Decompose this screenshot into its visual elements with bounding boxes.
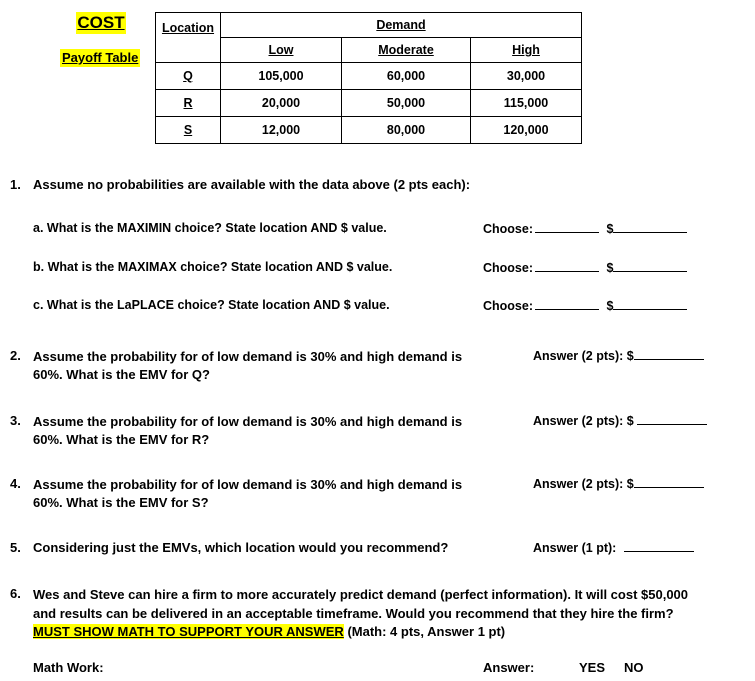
table-cell: 60,000 xyxy=(342,63,471,90)
q5-text: Considering just the EMVs, which location would you recommend? xyxy=(33,540,449,555)
q4-line1: Assume the probability for of low demand is 30% and high demand is xyxy=(33,477,463,492)
choose-blank[interactable] xyxy=(535,221,599,233)
answer-blank[interactable] xyxy=(637,413,707,425)
q6-line3 xyxy=(33,623,748,642)
q1b-answer xyxy=(483,260,687,275)
no-option[interactable]: NO xyxy=(624,660,644,675)
q5-answer xyxy=(533,540,694,555)
table-cell: 30,000 xyxy=(471,63,582,90)
q2-text xyxy=(33,348,473,384)
choose-blank[interactable] xyxy=(535,260,599,272)
q6-points: (Math: 4 pts, Answer 1 pt) xyxy=(347,624,506,639)
q3-line1: Assume the probability for of low demand is 30% and high demand is xyxy=(33,414,463,429)
q6-line1: Wes and Steve can hire a firm to more accurately predict demand (perfect information). It will cost $50,000 xyxy=(33,587,689,602)
row-location: Q xyxy=(156,63,221,90)
table-cell: 120,000 xyxy=(471,117,582,144)
q1-number: 1. xyxy=(10,177,21,192)
q4-number: 4. xyxy=(10,476,21,491)
table-cell: 20,000 xyxy=(221,90,342,117)
value-blank[interactable] xyxy=(613,298,687,310)
q4-text xyxy=(33,476,473,512)
q2-number: 2. xyxy=(10,348,21,363)
q4-line2: 60%. What is the EMV for S? xyxy=(33,495,209,510)
column-header-low: Low xyxy=(221,38,342,63)
choose-label: Choose: xyxy=(483,222,533,236)
answer-label: Answer: xyxy=(483,660,535,675)
table-cell: 80,000 xyxy=(342,117,471,144)
q6-highlight: MUST SHOW MATH TO SUPPORT YOUR ANSWER xyxy=(33,624,344,639)
table-cell: 105,000 xyxy=(221,63,342,90)
math-work-label: Math Work: xyxy=(33,660,104,675)
table-cell: 115,000 xyxy=(471,90,582,117)
q1b-text: b. What is the MAXIMAX choice? State location AND $ value. xyxy=(33,260,393,274)
q2-line1: Assume the probability for of low demand is 30% and high demand is xyxy=(33,349,463,364)
table-row xyxy=(156,117,582,144)
title: COST xyxy=(77,13,125,32)
value-blank[interactable] xyxy=(613,260,687,272)
answer-blank[interactable] xyxy=(634,476,704,488)
answer-label: Answer (2 pts): $ xyxy=(533,414,634,428)
q3-answer xyxy=(533,413,707,428)
answer-label: Answer (1 pt): xyxy=(533,541,617,555)
location-header: Location xyxy=(156,13,221,63)
q3-text xyxy=(33,413,473,449)
payoff-table xyxy=(155,12,582,144)
choose-label: Choose: xyxy=(483,299,533,313)
subtitle: Payoff Table xyxy=(62,50,139,65)
column-header-high: High xyxy=(471,38,582,63)
dollar-label: $ xyxy=(606,222,614,236)
q1c-text: c. What is the LaPLACE choice? State location AND $ value. xyxy=(33,298,390,312)
q1-text: Assume no probabilities are available with the data above (2 pts each): xyxy=(33,177,471,192)
dollar-label: $ xyxy=(606,261,614,275)
q3-line2: 60%. What is the EMV for R? xyxy=(33,432,210,447)
answer-label: Answer (2 pts): $ xyxy=(533,477,634,491)
column-header-moderate: Moderate xyxy=(342,38,471,63)
q1a-text: a. What is the MAXIMIN choice? State location AND $ value. xyxy=(33,221,387,235)
q4-answer xyxy=(533,476,704,491)
q6-line2: and results can be delivered in an acceptable timeframe. Would you recommend that they hire the firm? xyxy=(33,605,674,621)
row-location: S xyxy=(156,117,221,144)
yes-option[interactable]: YES xyxy=(579,660,606,675)
table-row xyxy=(156,63,582,90)
q5-number: 5. xyxy=(10,540,21,555)
choose-label: Choose: xyxy=(483,261,533,275)
q2-line2: 60%. What is the EMV for Q? xyxy=(33,367,210,382)
dollar-label: $ xyxy=(606,299,614,313)
q6-text xyxy=(33,586,748,642)
demand-header: Demand xyxy=(221,13,582,38)
q1c-answer xyxy=(483,298,687,313)
choose-blank[interactable] xyxy=(535,298,599,310)
answer-blank[interactable] xyxy=(624,540,694,552)
q3-number: 3. xyxy=(10,413,21,428)
q1a-answer xyxy=(483,221,687,236)
q6-number: 6. xyxy=(10,586,21,601)
answer-blank[interactable] xyxy=(634,348,704,360)
table-cell: 50,000 xyxy=(342,90,471,117)
table-row xyxy=(156,90,582,117)
row-location: R xyxy=(156,90,221,117)
answer-label: Answer (2 pts): $ xyxy=(533,349,634,363)
q2-answer xyxy=(533,348,704,363)
value-blank[interactable] xyxy=(613,221,687,233)
table-cell: 12,000 xyxy=(221,117,342,144)
